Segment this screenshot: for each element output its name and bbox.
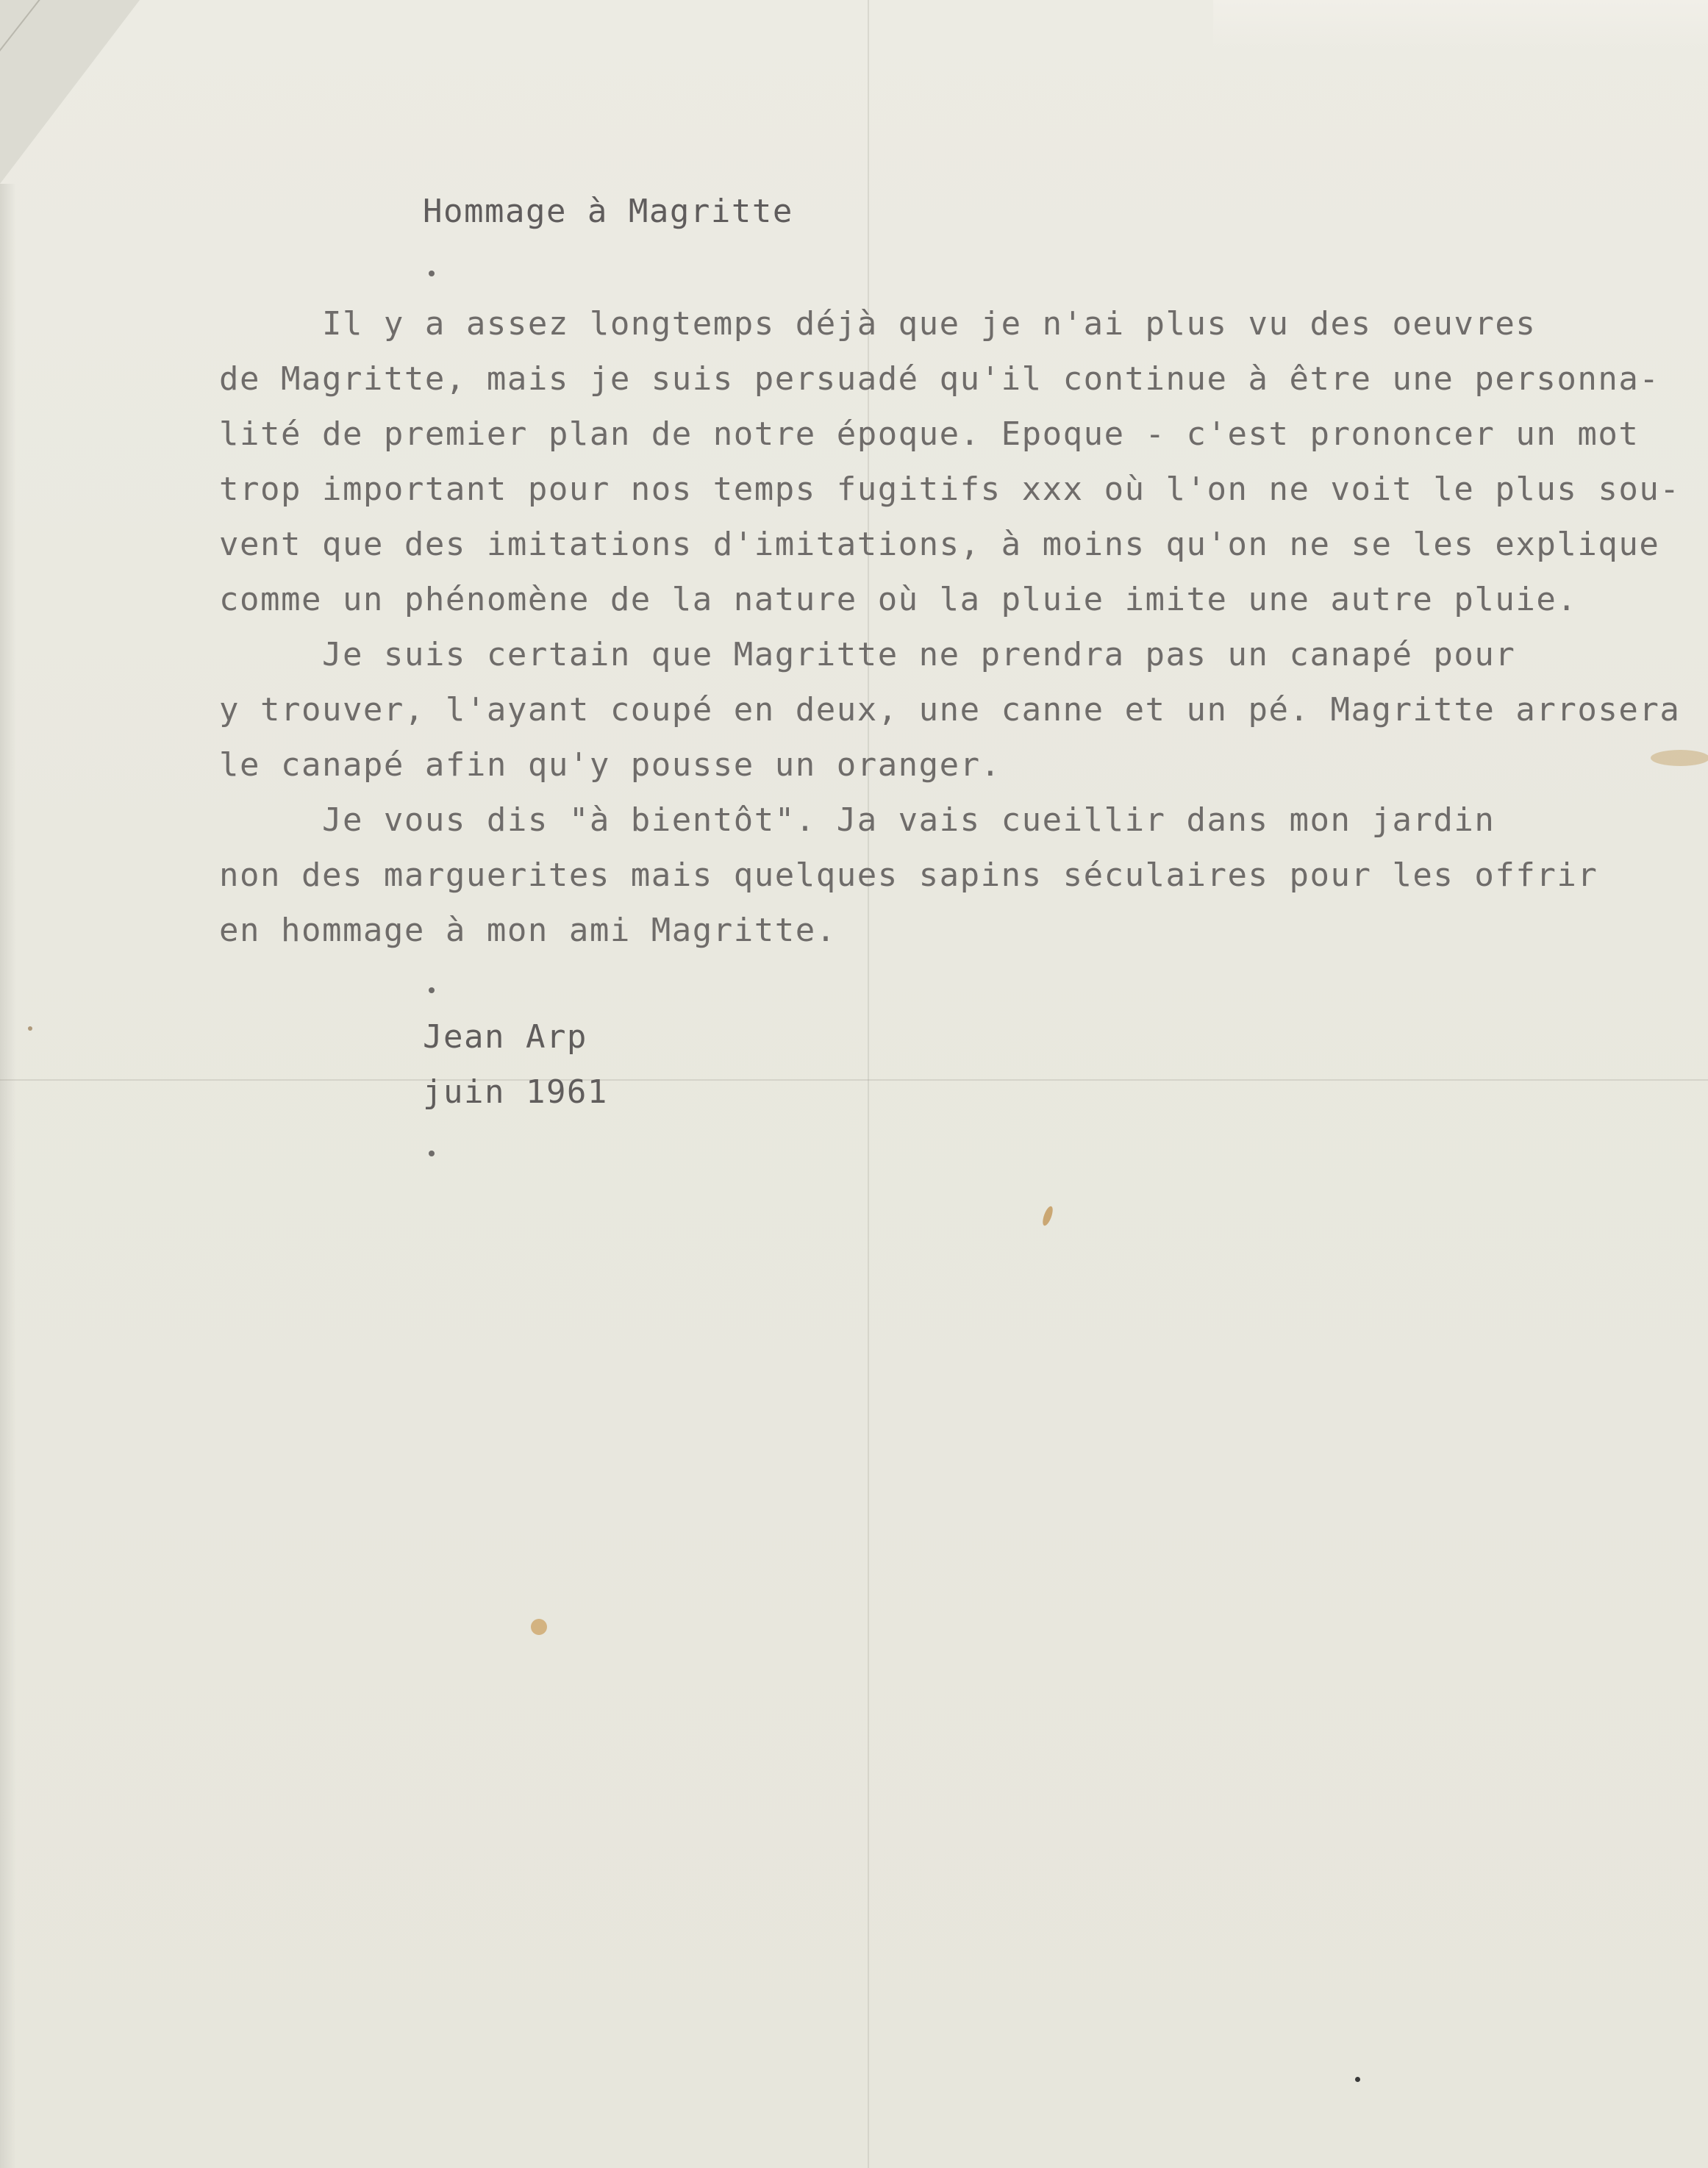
speck-left — [28, 1026, 32, 1031]
stain-lower — [531, 1619, 547, 1635]
paper-top-edge — [1213, 0, 1708, 51]
speck-bottom-right — [1355, 2077, 1360, 2082]
paper-left-edge — [0, 184, 16, 2168]
letter-line-11: non des marguerites mais quelques sapins séculaires pour les offrir — [219, 856, 1598, 894]
letter-line-1: Il y a assez longtemps déjà que je n'ai plus vu des oeuvres — [219, 305, 1537, 343]
signature-name: Jean Arp — [423, 1018, 587, 1056]
letter-line-9: le canapé afin qu'y pousse un oranger. — [219, 746, 1001, 784]
stain-middle — [1041, 1205, 1055, 1227]
letter-line-5: vent que des imitations d'imitations, à moins qu'on ne se les explique — [219, 526, 1660, 563]
letter-line-6: comme un phénomène de la nature où la pluie imite une autre pluie. — [219, 581, 1578, 618]
letter-line-4: trop important pour nos temps fugitifs xxx où l'on ne voit le plus sou- — [219, 471, 1681, 508]
letter-line-10: Je vous dis "à bientôt". Ja vais cueillir dans mon jardin — [219, 801, 1496, 839]
signature-date: juin 1961 — [423, 1073, 608, 1111]
letter-line-12: en hommage à mon ami Magritte. — [219, 912, 837, 949]
folded-corner — [0, 0, 140, 184]
bullet-dot-3 — [429, 1151, 435, 1156]
bullet-dot-1 — [429, 271, 435, 276]
horizontal-fold-crease — [0, 1079, 1708, 1081]
letter-line-8: y trouver, l'ayant coupé en deux, une canne et un pé. Magritte arrosera — [219, 691, 1681, 729]
letter-line-3: lité de premier plan de notre époque. Epoque - c'est prononcer un mot — [219, 415, 1640, 453]
letter-line-2: de Magritte, mais je suis persuadé qu'il continue à être une personna- — [219, 360, 1660, 398]
letter-line-7: Je suis certain que Magritte ne prendra pas un canapé pour — [219, 636, 1516, 673]
letter-title: Hommage à Magritte — [423, 193, 793, 230]
bullet-dot-2 — [429, 987, 435, 993]
